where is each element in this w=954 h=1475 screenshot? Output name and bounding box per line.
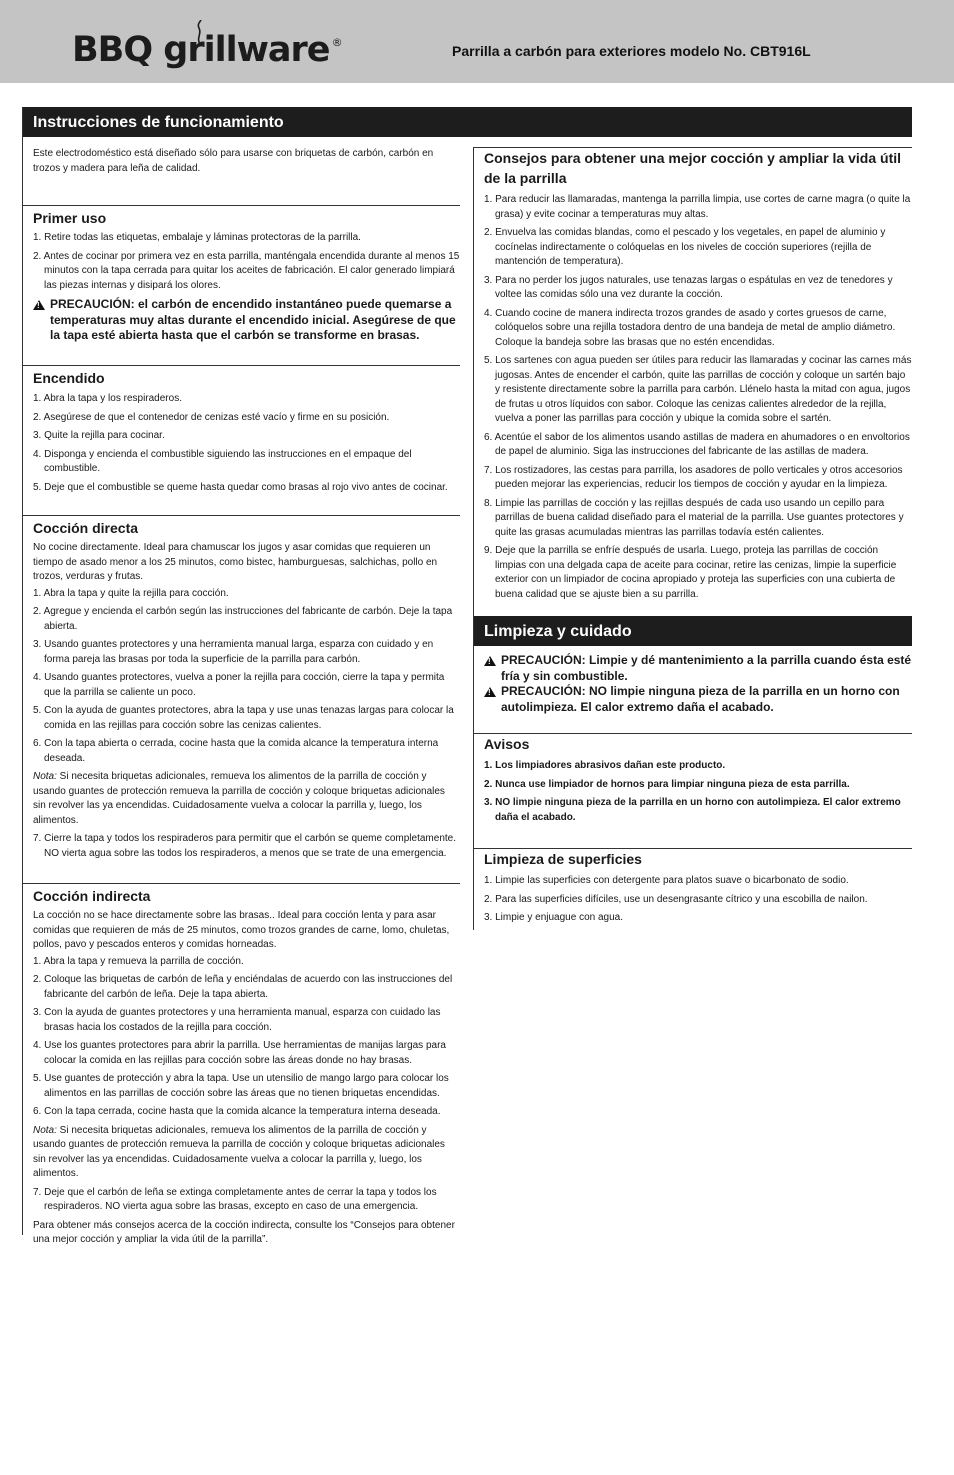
list-item: 1. Retire todas las etiquetas, embalaje y láminas protectoras de la parrilla. — [33, 232, 361, 243]
list-item: 3. Para no perder los jugos naturales, use tenazas largas o espátulas en vez de tenedores y voltee las comidas sólo una vez durante la cocción. — [484, 274, 893, 300]
caution-note — [484, 684, 912, 715]
caution-text: PRECAUCIÓN: Limpie y dé mantenimiento a la parrilla cuando ésta esté fría y sin combustible. — [501, 653, 912, 683]
list-item: 1. Abra la tapa y remueva la parrilla de cocción. — [33, 955, 244, 967]
operating-intro-text: Este electrodoméstico está diseñado sólo para usarse con briquetas de carbón, carbón en trozos y madera para leña de calidad. — [33, 148, 434, 174]
list-item: 4. Disponga y encienda el combustible siguiendo las instrucciones en el empaque del combustible. — [33, 448, 412, 474]
warning-triangle-icon — [33, 300, 45, 310]
indirect-outro: Para obtener más consejos acerca de la cocción indirecta, consulte los “Consejos para obtener una mejor cocción y ampliar la vida útil de la parrilla”. — [33, 1219, 455, 1245]
right-column — [473, 147, 912, 930]
list-item: 4. Usando guantes protectores, vuelva a poner la rejilla para cocción, cierre la tapa y permita que la parrilla se caliente un poco. — [33, 672, 445, 698]
list-item: 4. Use los guantes protectores para abrir la parrilla. Use herramientas de manijas largas para colocar la comida en las rejillas para cocción sobre las áreas donde no hay brasas. — [33, 1040, 446, 1066]
note-label: Nota: — [33, 1124, 57, 1136]
list-item: 3. Usando guantes protectores y una herramienta manual larga, esparza con cuidado y en forma pareja las brasas por toda la superficie de la parrilla para carbón. — [33, 639, 434, 665]
list-item: 2. Nunca use limpiador de hornos para limpiar ninguna pieza de esta parrilla. — [484, 778, 850, 790]
warning-triangle-icon — [484, 687, 496, 697]
list-item: 2. Agregue y encienda el carbón según las instrucciones del fabricante de carbón. Deje la tapa abierta. — [33, 606, 453, 632]
surface-cleaning-title: Limpieza de superficies — [484, 851, 642, 867]
indirect-cooking-section — [23, 883, 460, 1248]
registered-mark: ® — [331, 36, 342, 49]
list-item: 3. Quite la rejilla para cocinar. — [33, 430, 165, 441]
caution-text: PRECAUCIÓN: NO limpie ninguna pieza de la parrilla en un horno con autolimpieza. El calor extremo daña el acabado. — [501, 684, 900, 714]
page-header — [0, 0, 954, 83]
brand-logo — [72, 30, 342, 70]
brand-name: BBQ grillware — [72, 30, 330, 70]
list-item: 2. Asegúrese de que el contenedor de cenizas esté vacío y firme en su posición. — [33, 411, 390, 423]
list-item: 6. Acentúe el sabor de los alimentos usando astillas de madera en ahumadores o en envoltorios de papel de aluminio. Siga las instrucciones del fabricante de las astillas de madera. — [484, 431, 910, 457]
lighting-title: Encendido — [33, 370, 105, 386]
list-item: 9. Deje que la parrilla se enfríe después de usarla. Luego, proteja las parrillas de cocción limpias con una delgada capa de aceite para cocinar, retire las cenizas, limpie la superficie exterior con un limpiador de cocina apropiado y proteja las superficies con una cubierta de buena calidad que se ajuste bien a su parrilla. — [484, 545, 897, 600]
list-item: 4. Cuando cocine de manera indirecta trozos grandes de asado y cortes gruesos de carne, colóquelos sobre una rejilla tostadora dentro de una bandeja de metal de amplio diámetro. Coloque la bandeja sobre las brasas que no estén encendidas. — [484, 307, 896, 348]
list-item: 7. Deje que el carbón de leña se extinga completamente antes de cerrar la tapa y todos los respiraderos. NO vierta agua sobre las brasas, excepto en caso de una emergencia. — [33, 1186, 437, 1212]
direct-intro: No cocine directamente. Ideal para chamuscar los jugos y asar comidas que requieren un tiempo de asado menor a los 25 minutos, como bistec, hamburguesas, salchichas, pollo en trozos, verduras y frutas. — [33, 542, 438, 582]
list-item: 2. Coloque las briquetas de carbón de leña y enciéndalas de acuerdo con las instrucciones del fabricante del carbón de leña. Deje la tapa abierta. — [33, 974, 453, 1000]
list-item: 3. NO limpie ninguna pieza de la parrilla en un horno con autolimpieza. El calor extremo daña el acabado. — [484, 797, 901, 823]
indirect-cooking-title: Cocción indirecta — [33, 888, 151, 904]
list-item: 2. Antes de cocinar por primera vez en esta parrilla, manténgala encendida durante al menos 15 minutos con la tapa cerrada para quitar los aceites de fabricación. El calor generado limpiará las piezas internas y disipará los olores. — [33, 250, 460, 291]
direct-note — [33, 770, 460, 828]
model-title: Parrilla a carbón para exteriores modelo No. CBT916L — [452, 43, 811, 59]
operating-instructions-heading: Instrucciones de funcionamiento — [23, 107, 912, 137]
list-item: 3. Con la ayuda de guantes protectores y una herramienta manual, esparza con cuidado las brasas hacia los costados de la rejilla para cocción. — [33, 1007, 441, 1033]
list-item: 1. Los limpiadores abrasivos dañan este producto. — [484, 760, 726, 771]
note-text: Si necesita briquetas adicionales, remueva los alimentos de la parrilla de cocción y usando guantes de protección remueva la parrilla de cocción y coloque briquetas adicionales sin revolver las ya encendidas. Cuidadosamente vuelva a colocar la parrilla y, luego, los alimentos. — [33, 771, 445, 826]
indirect-note — [33, 1124, 460, 1182]
cleaning-cautions — [474, 646, 912, 733]
list-item: 3. Limpie y enjuague con agua. — [484, 912, 623, 923]
first-use-section — [23, 205, 460, 365]
list-item: 5. Los sartenes con agua pueden ser útiles para reducir las llamaradas y cocinar las carnes más jugosas. Antes de encender el carbón, quite las parrillas de cocción y coloque un sartén bajo y resistente directamente sobre la parrilla para carbón. Llénelo hasta la mitad con agua, jugos de frutas u otros líquidos con sabor. Coloque las cenizas calientes alrededor de la rejilla, vuelva a poner las parrillas para cocción y ubique la comida sobre el sartén. — [484, 355, 912, 424]
note-label: Nota: — [33, 771, 57, 782]
list-item: 2. Envuelva las comidas blandas, como el pescado y los vegetales, en papel de aluminio y cocínelas indirectamente o colóquelas en los niveles de cocción superiores (rejilla de mantención de temperatura). — [484, 227, 886, 267]
list-item: 5. Use guantes de protección y abra la tapa. Use un utensilio de mango largo para colocar los alimentos en las parrillas de cocción sobre las áreas que no tienen briquetas encendidas. — [33, 1073, 449, 1099]
tips-title: Consejos para obtener una mejor cocción y ampliar la vida útil de la parrilla — [484, 150, 902, 186]
caution-note — [33, 297, 460, 344]
left-column — [22, 107, 460, 1245]
list-item: 5. Deje que el combustible se queme hasta quedar como brasas al rojo vivo antes de cocinar. — [33, 481, 448, 493]
cleaning-care-heading: Limpieza y cuidado — [474, 616, 912, 646]
list-item: 5. Con la ayuda de guantes protectores, abra la tapa y use unas tenazas largas para colocar la comida en las rejillas para cocción sobre las cenizas calientes. — [33, 705, 454, 731]
warning-triangle-icon — [484, 656, 496, 666]
list-item: 7. Cierre la tapa y todos los respiraderos para permitir que el carbón se queme completamente. NO vierta agua sobre las todos los respiraderos, a menos que se trate de una emergencia. — [33, 833, 456, 859]
operating-intro — [23, 137, 460, 205]
lighting-section — [23, 365, 460, 515]
tips-section — [474, 147, 912, 616]
notices-section — [474, 733, 912, 848]
list-item: 1. Abra la tapa y quite la rejilla para cocción. — [33, 587, 229, 599]
caution-text: PRECAUCIÓN: el carbón de encendido instantáneo puede quemarse a temperaturas muy altas durante el encendido inicial. Asegúrese de que la tapa esté abierta hasta que el carbón se transforme en brasas. — [50, 297, 456, 342]
first-use-title: Primer uso — [33, 210, 107, 226]
list-item: 7. Los rostizadores, las cestas para parrilla, los asadores de pollo verticales y otros accesorios pueden mejorar las experiencias, reducir los tiempos de cocción y ayudar en la limpieza. — [484, 464, 903, 490]
direct-cooking-section — [23, 515, 460, 883]
list-item: 2. Para las superficies difíciles, use un desengrasante cítrico y una escobilla de nailon. — [484, 893, 868, 905]
notices-title: Avisos — [484, 736, 530, 752]
list-item: 6. Con la tapa cerrada, cocine hasta que la comida alcance la temperatura interna deseada. — [33, 1106, 441, 1117]
list-item: 1. Para reducir las llamaradas, mantenga la parrilla limpia, use cortes de carne magra (o quite la grasa) y evite cocinar a temperaturas muy altas. — [484, 194, 911, 220]
indirect-intro: La cocción no se hace directamente sobre las brasas.. Ideal para cocción lenta y para asar comidas que requieren de más de 25 minutos, como trozos grandes de carne, lomo, chuletas, pollos, pavo y pescados enteros y comidas horneadas. — [33, 910, 450, 950]
note-text: Si necesita briquetas adicionales, remueva los alimentos de la parrilla de cocción y usando guantes de protección remueva la parrilla de cocción y coloque briquetas adicionales sin revolver las ya encendidas. Cuidadosamente vuelva a colocar la parrilla y, luego, los alimentos. — [33, 1124, 445, 1179]
list-item: 1. Limpie las superficies con detergente para platos suave o bicarbonato de sodio. — [484, 875, 849, 886]
list-item: 6. Con la tapa abierta o cerrada, cocine hasta que la comida alcance la temperatura interna deseada. — [33, 738, 439, 764]
list-item: 8. Limpie las parrillas de cocción y las rejillas después de cada uso usando un cepillo para parrillas de buena calidad diseñado para el material de la parrilla. Use guantes protectores y quite las grasas acumuladas mientras las parrillas todavía estén calientes. — [484, 497, 904, 538]
caution-note — [484, 653, 912, 684]
smoke-wisp-icon — [194, 20, 204, 44]
list-item: 1. Abra la tapa y los respiraderos. — [33, 393, 182, 404]
direct-cooking-title: Cocción directa — [33, 520, 139, 536]
surface-cleaning-section — [474, 848, 912, 926]
